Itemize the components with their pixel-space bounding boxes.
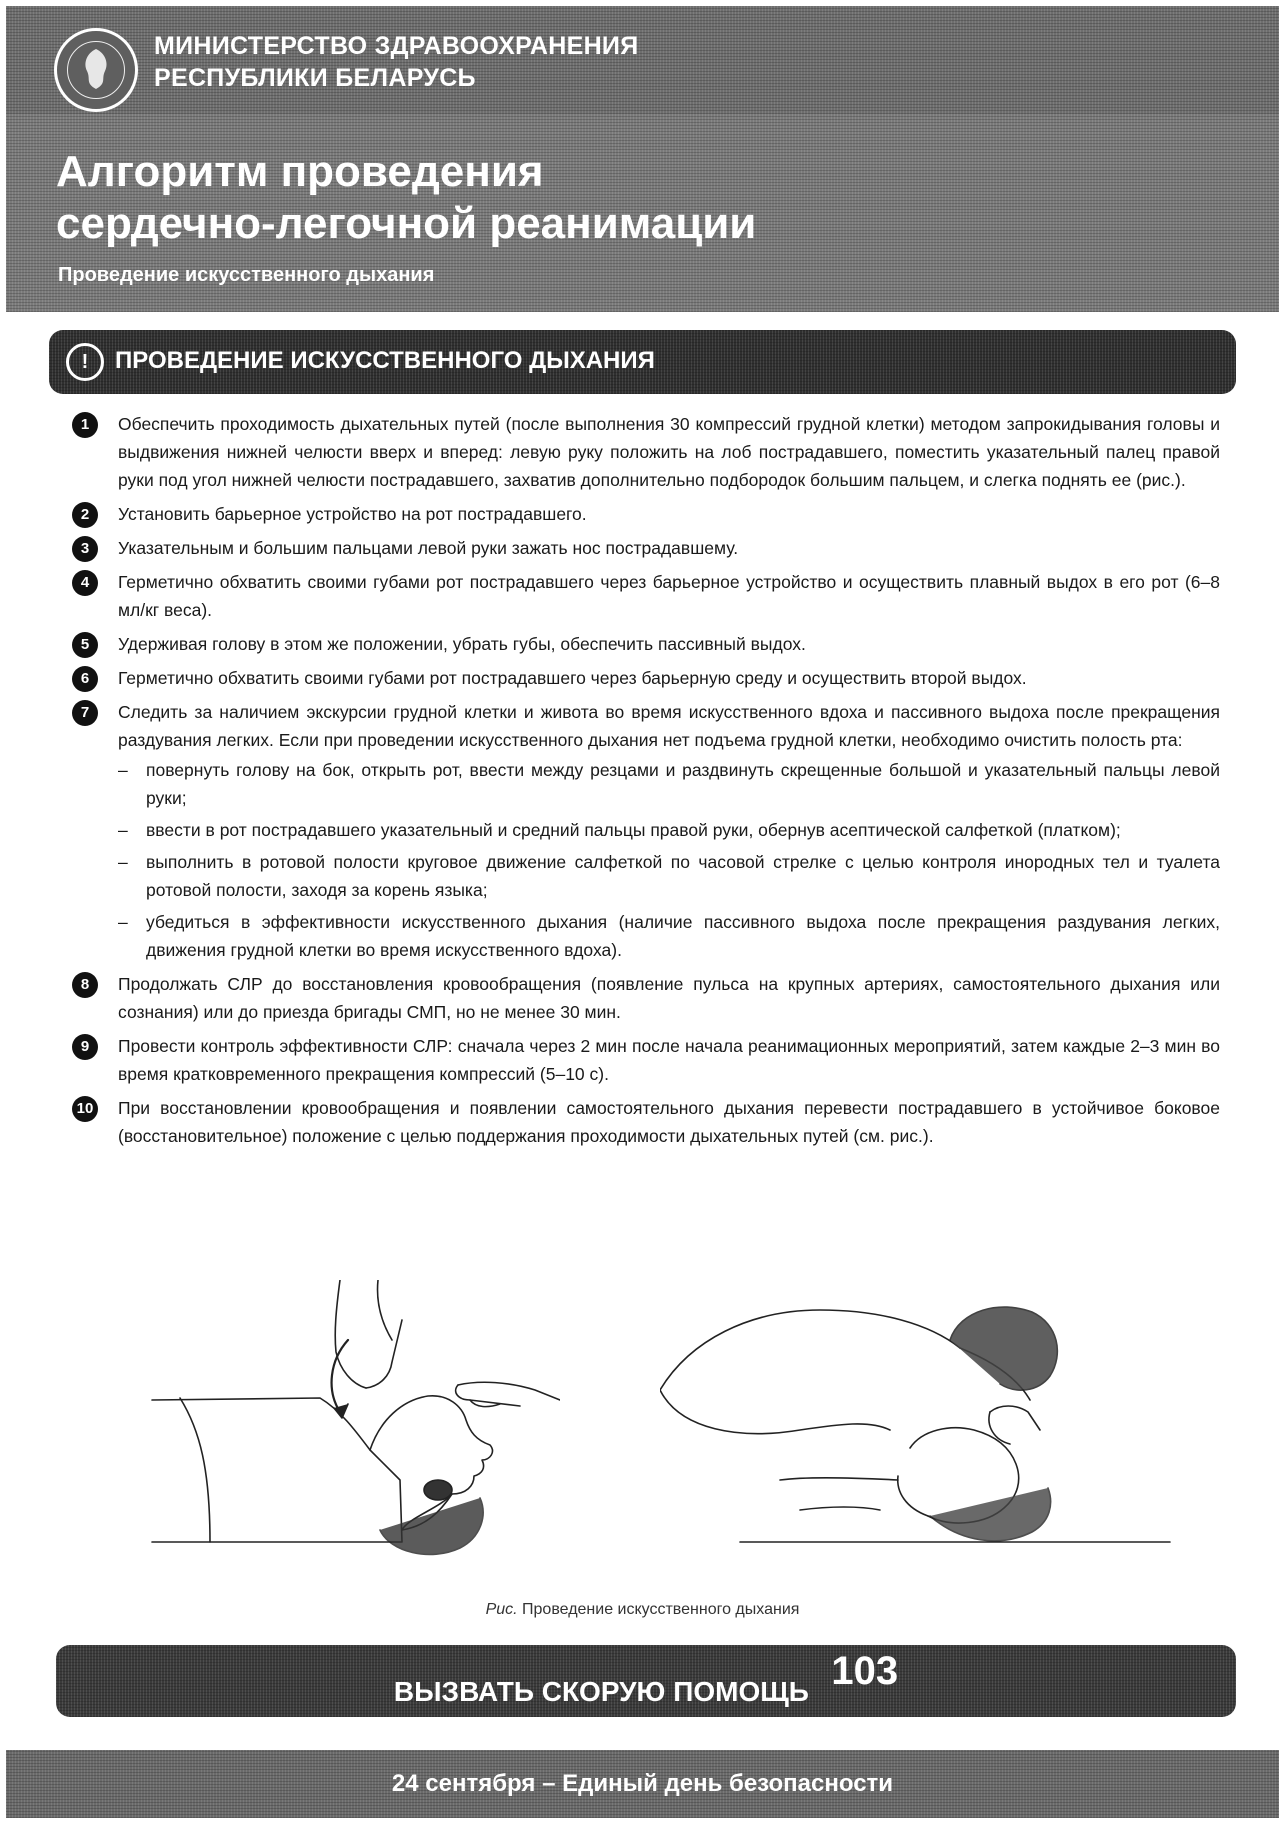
emergency-call-banner [56, 1645, 1236, 1717]
step-number-badge: 1 [72, 412, 98, 438]
step-number-badge: 3 [72, 536, 98, 562]
ministry-line-1: МИНИСТЕРСТВО ЗДРАВООХРАНЕНИЯ [154, 32, 639, 60]
ministry-emblem-icon [54, 28, 138, 112]
step-text: Герметично обхватить своими губами рот пострадавшего через барьерное устройство и осуществить плавный выдох в его рот (6–8 мл/кг веса). [118, 572, 1220, 620]
title-line-1: Алгоритм проведения [56, 147, 544, 196]
step-text: Обеспечить проходимость дыхательных путей (после выполнения 30 компрессий грудной клетки) методом запрокидывания головы и выдвижения нижней челюсти вверх и вперед: левую руку положить на лоб пострадавшего, поместить указательный палец правой руки под угол нижней челюсти пострадавшего, захватив дополнительно подбородок большим пальцем, и слегка поднять ее (рис.). [118, 414, 1220, 490]
step-number-badge: 8 [72, 972, 98, 998]
step-number-badge: 6 [72, 666, 98, 692]
page-subtitle: Проведение искусственного дыхания [58, 264, 435, 286]
illustrations [140, 1280, 1180, 1580]
steps-list [72, 410, 1220, 1156]
ministry-name [154, 30, 638, 94]
step-number-badge: 10 [72, 1096, 98, 1122]
title-line-2: сердечно-легочной реанимации [56, 199, 757, 248]
exclamation-icon: ! [66, 343, 104, 381]
step-text: Установить барьерное устройство на рот пострадавшего. [118, 504, 587, 524]
step-item [72, 698, 1220, 964]
step-item [72, 1032, 1220, 1088]
ministry-line-2: РЕСПУБЛИКИ БЕЛАРУСЬ [154, 64, 476, 92]
page-title [56, 146, 756, 250]
header-banner [6, 6, 1279, 312]
step-item [72, 664, 1220, 692]
step-item [72, 970, 1220, 1026]
step-text: Герметично обхватить своими губами рот пострадавшего через барьерную среду и осуществить второй выдох. [118, 668, 1027, 688]
step-item [72, 568, 1220, 624]
sub-list-item: – убедиться в эффективности искусственного дыхания (наличие пассивного выдоха после прекращения раздувания легких, движения грудной клетки во время искусственного вдоха). [118, 912, 1220, 960]
sub-list-item: – ввести в рот пострадавшего указательный и средний пальцы правой руки, обернув асептической салфеткой (платком); [118, 820, 1121, 840]
step-text: Следить за наличием экскурсии грудной клетки и живота во время искусственного вдоха и пассивного выдоха после прекращения раздувания легких. Если при проведении искусственного дыхания нет подъема грудной клетки, необходимо очистить полость рта: [118, 702, 1220, 750]
mouth-to-mouth-illustration [660, 1280, 1180, 1580]
step-number-badge: 9 [72, 1034, 98, 1060]
footer-text: 24 сентября – Единый день безопасности [391, 1770, 894, 1797]
section-header [49, 330, 1236, 394]
call-label: ВЫЗВАТЬ СКОРУЮ ПОМОЩЬ [393, 1676, 809, 1707]
head-tilt-illustration [140, 1280, 560, 1580]
step-number-badge: 4 [72, 570, 98, 596]
step-item [72, 410, 1220, 494]
emergency-number: 103 [831, 1649, 899, 1693]
step-text: Провести контроль эффективности СЛР: сначала через 2 мин после начала реанимационных мероприятий, затем каждые 2–3 мин во время кратковременного прекращения компрессий (5–10 с). [118, 1036, 1220, 1084]
footer-banner [6, 1750, 1279, 1818]
step-item [72, 534, 1220, 562]
step-item [72, 630, 1220, 658]
step-number-badge: 5 [72, 632, 98, 658]
step-item [72, 500, 1220, 528]
step-text: Продолжать СЛР до восстановления кровообращения (появление пульса на крупных артериях, самостоятельного дыхания или сознания) или до приезда бригады СМП, но не менее 30 мин. [118, 974, 1220, 1022]
mouth-cleaning-sublist [118, 756, 1220, 964]
sub-list-item: – выполнить в ротовой полости круговое движение салфеткой по часовой стрелке с целью контроля инородных тел и туалета ротовой полости, заходя за корень языка; [118, 852, 1220, 900]
section-title: ПРОВЕДЕНИЕ ИСКУССТВЕННОГО ДЫХАНИЯ [115, 347, 655, 374]
sub-list-item: – повернуть голову на бок, открыть рот, ввести между резцами и раздвинуть скрещенные большой и указательный пальцы левой руки; [118, 760, 1220, 808]
figure-caption: Рис. Проведение искусственного дыхания [485, 1601, 800, 1618]
step-number-badge: 2 [72, 502, 98, 528]
step-number-badge: 7 [72, 700, 98, 726]
step-text: Удерживая голову в этом же положении, убрать губы, обеспечить пассивный выдох. [118, 634, 806, 654]
step-text: При восстановлении кровообращения и появлении самостоятельного дыхания перевести пострадавшего в устойчивое боковое (восстановительное) положение с целью поддержания проходимости дыхательных путей (см. рис.). [118, 1098, 1220, 1146]
step-item [72, 1094, 1220, 1150]
step-text: Указательным и большим пальцами левой руки зажать нос пострадавшему. [118, 538, 739, 558]
